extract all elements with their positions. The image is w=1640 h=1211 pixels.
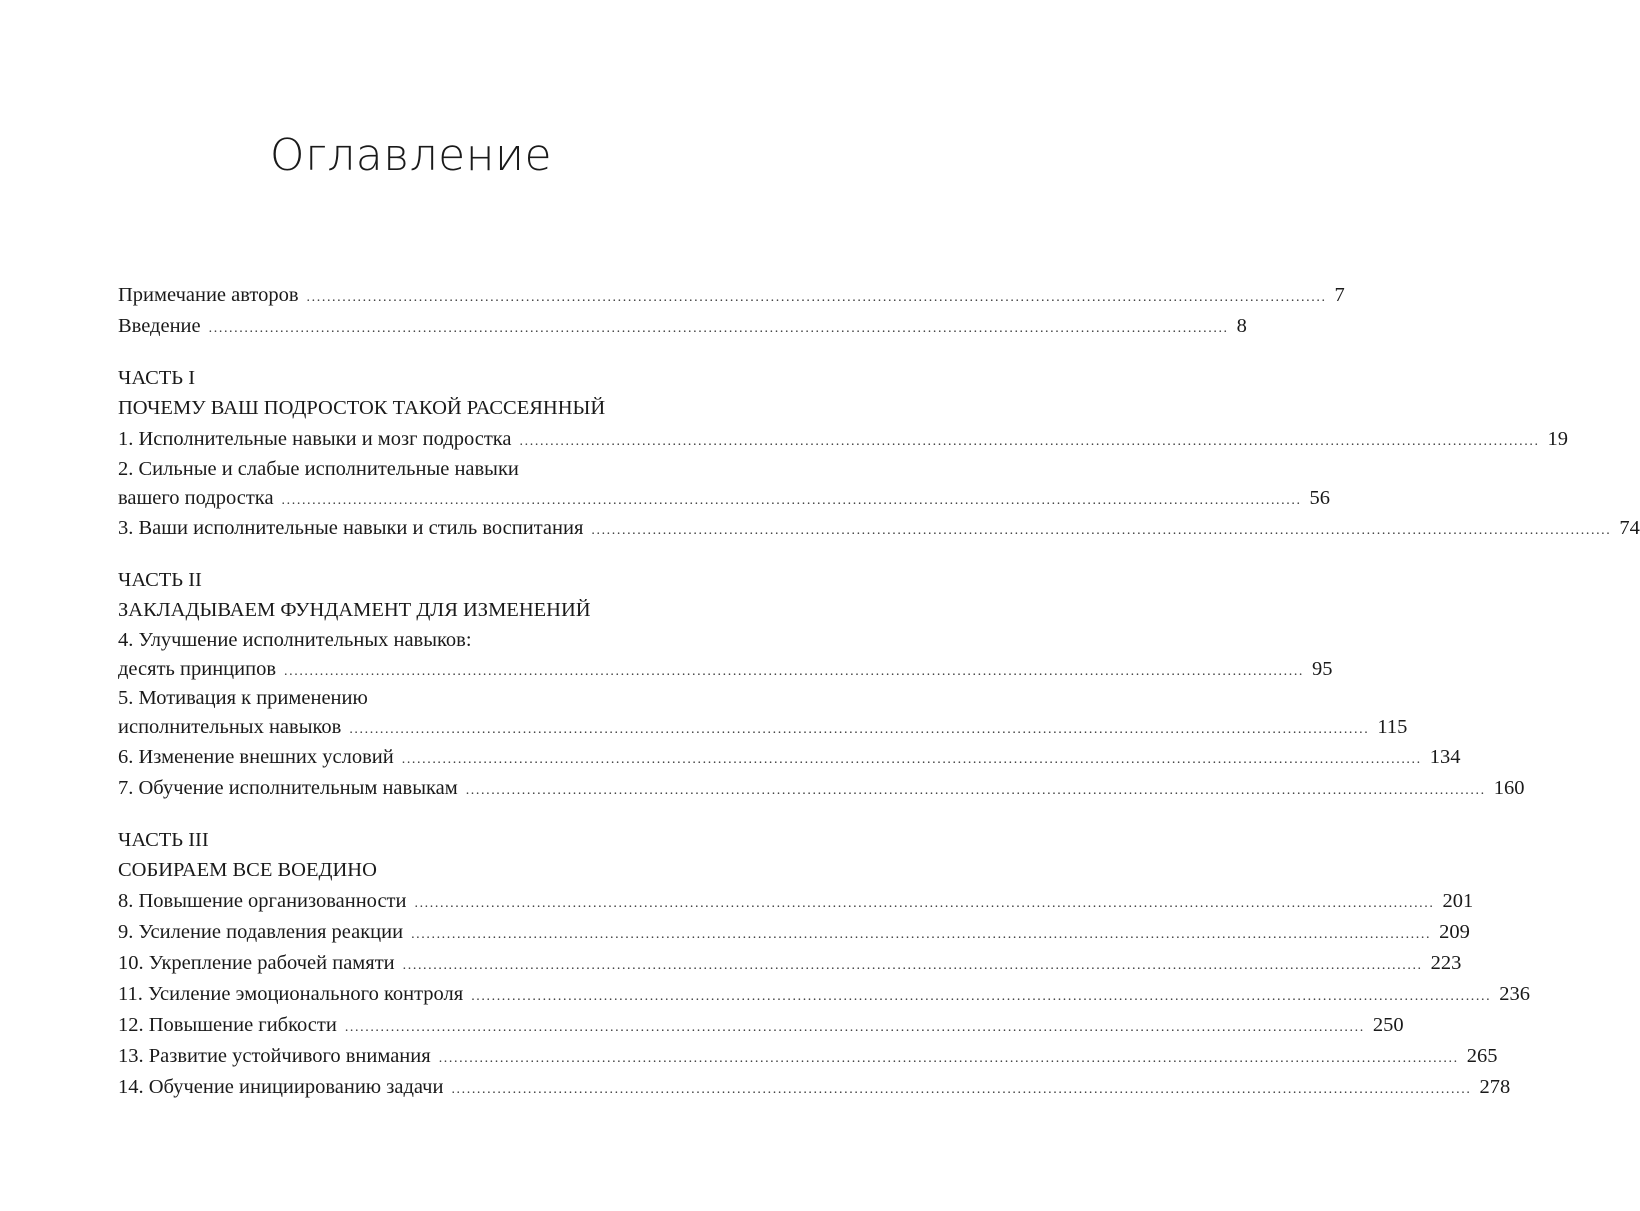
dot-leader: ........................................................................................................................................................................................................ [306, 290, 1327, 305]
toc-entry-chapter-1[interactable] [118, 424, 1569, 455]
dot-leader: ........................................................................................................................................................................................................ [414, 896, 1435, 911]
toc-entry-label: 13. Развитие устойчивого внимания [118, 1045, 431, 1067]
part-title: СОБИРАЕМ ВСЕ ВОЕДИНО [118, 859, 377, 881]
dot-leader: ........................................................................................................................................................................................................ [344, 1020, 1365, 1035]
toc-entry-chapter-12[interactable] [118, 1010, 1404, 1041]
part-label: ЧАСТЬ II [118, 569, 202, 591]
toc-entry-label-line1: 5. Мотивация к применению [118, 687, 368, 709]
toc-entry-label: десять принципов [118, 658, 277, 680]
toc-entry-chapter-3[interactable] [118, 513, 1640, 544]
toc-entry-label: вашего подростка [118, 487, 274, 509]
dot-leader: ........................................................................................................................................................................................................ [591, 523, 1612, 538]
dot-leader: ........................................................................................................................................................................................................ [284, 664, 1305, 679]
toc-entry-label: Примечание авторов [118, 284, 299, 306]
toc-entry-chapter-4[interactable] [118, 626, 1333, 684]
toc-entry-label: 1. Исполнительные навыки и мозг подростка [118, 428, 512, 450]
toc-entry-chapter-2[interactable] [118, 455, 1331, 513]
toc-entry-label: 9. Усиление подавления реакции [118, 921, 404, 943]
toc-entry-label: 6. Изменение внешних условий [118, 746, 394, 768]
toc-entry-page: 19 [1547, 428, 1569, 450]
toc-entry-page: 115 [1377, 716, 1408, 738]
toc-entry-chapter-10[interactable] [118, 948, 1462, 979]
table-of-contents [118, 280, 1640, 1103]
dot-leader: ........................................................................................................................................................................................................ [451, 1082, 1472, 1097]
toc-entry-chapter-6[interactable] [118, 742, 1461, 773]
toc-entry-label-line1: 2. Сильные и слабые исполнительные навыки [118, 458, 519, 480]
part-label: ЧАСТЬ I [118, 367, 196, 389]
toc-entry-label: 3. Ваши исполнительные навыки и стиль воспитания [118, 517, 584, 539]
toc-entry-page: 236 [1499, 983, 1530, 1005]
toc-entry-page: 160 [1493, 777, 1525, 799]
page-title: Оглавление [269, 130, 553, 181]
toc-entry-page: 201 [1442, 890, 1474, 912]
toc-entry-page: 8 [1236, 315, 1247, 337]
dot-leader: ........................................................................................................................................................................................................ [401, 752, 1422, 767]
toc-entry-chapter-8[interactable] [118, 886, 1474, 917]
toc-entry-label: 12. Повышение гибкости [118, 1014, 337, 1036]
dot-leader: ........................................................................................................................................................................................................ [349, 722, 1370, 737]
toc-entry-page: 95 [1312, 658, 1333, 680]
dot-leader: ........................................................................................................................................................................................................ [402, 958, 1423, 973]
toc-entry-chapter-14[interactable] [118, 1072, 1511, 1103]
toc-entry-page: 278 [1479, 1076, 1511, 1098]
toc-entry-page: 265 [1466, 1045, 1498, 1067]
toc-entry-label: Введение [118, 315, 201, 337]
dot-leader: ........................................................................................................................................................................................................ [465, 783, 1486, 798]
toc-entry-page: 7 [1334, 284, 1345, 306]
toc-entry-introduction[interactable] [118, 311, 1247, 342]
dot-leader: ........................................................................................................................................................................................................ [281, 493, 1302, 508]
toc-entry-page: 250 [1372, 1014, 1404, 1036]
dot-leader: ........................................................................................................................................................................................................ [519, 434, 1540, 449]
toc-entry-label: исполнительных навыков [118, 716, 342, 738]
dot-leader: ........................................................................................................................................................................................................ [411, 927, 1432, 942]
dot-leader: ........................................................................................................................................................................................................ [438, 1051, 1459, 1066]
toc-entry-label: 8. Повышение организованности [118, 890, 407, 912]
toc-entry-notes[interactable] [118, 280, 1345, 311]
part-title: ЗАКЛАДЫВАЕМ ФУНДАМЕНТ ДЛЯ ИЗМЕНЕНИЙ [118, 599, 591, 621]
toc-entry-chapter-11[interactable] [118, 979, 1530, 1010]
toc-entry-page: 209 [1439, 921, 1470, 943]
dot-leader: ........................................................................................................................................................................................................ [208, 321, 1229, 336]
toc-entry-page: 74 [1619, 517, 1640, 539]
toc-entry-label: 7. Обучение исполнительным навыкам [118, 777, 458, 799]
toc-entry-chapter-9[interactable] [118, 917, 1470, 948]
toc-entry-chapter-7[interactable] [118, 773, 1525, 804]
toc-entry-page: 134 [1429, 746, 1461, 768]
part-label: ЧАСТЬ III [118, 829, 209, 851]
toc-entry-page: 56 [1309, 487, 1331, 509]
toc-entry-page: 223 [1430, 952, 1462, 974]
toc-entry-label: 14. Обучение инициированию задачи [118, 1076, 444, 1098]
dot-leader: ........................................................................................................................................................................................................ [471, 989, 1492, 1004]
toc-entry-label: 11. Усиление эмоционального контроля [118, 983, 464, 1005]
toc-entry-label-line1: 4. Улучшение исполнительных навыков: [118, 629, 472, 651]
toc-entry-label: 10. Укрепление рабочей памяти [118, 952, 395, 974]
part-title: ПОЧЕМУ ВАШ ПОДРОСТОК ТАКОЙ РАССЕЯННЫЙ [118, 397, 606, 419]
toc-entry-chapter-5[interactable] [118, 684, 1408, 742]
toc-entry-chapter-13[interactable] [118, 1041, 1498, 1072]
